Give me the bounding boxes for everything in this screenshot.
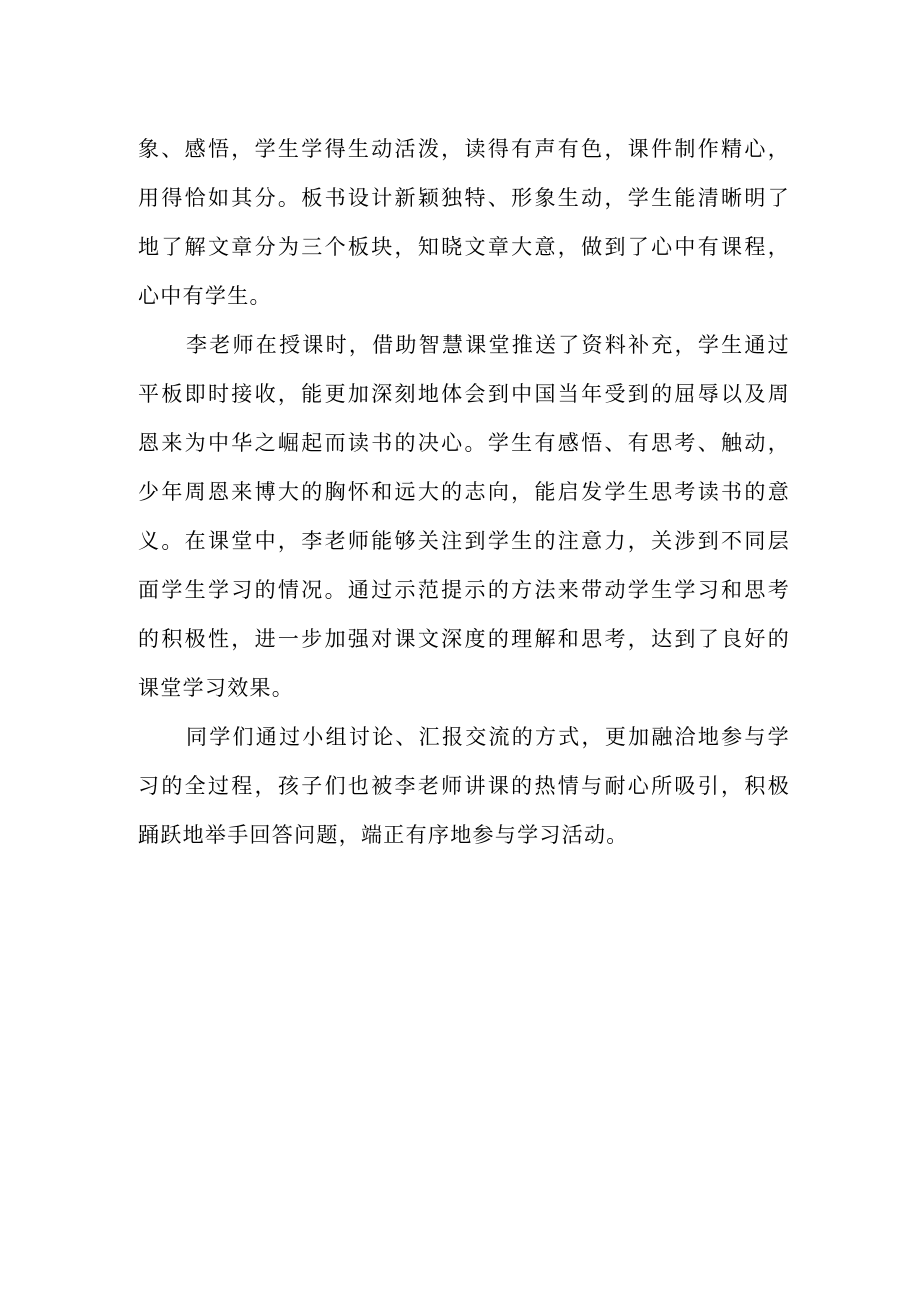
paragraph-line: 同学们通过小组讨论、汇报交流的方式，更加融洽地参与学 xyxy=(186,725,790,749)
paragraph-line: 的积极性，进一步加强对课文深度的理解和思考，达到了良好的 xyxy=(138,627,790,651)
paragraph-2 xyxy=(138,321,790,713)
paragraph-line: 用得恰如其分。板书设计新颖独特、形象生动，学生能清晰明了 xyxy=(138,186,790,210)
paragraph-line: 课堂学习效果。 xyxy=(138,676,295,700)
paragraph-1 xyxy=(138,125,790,321)
paragraph-line: 习的全过程，孩子们也被李老师讲课的热情与耐心所吸引，积极 xyxy=(138,774,790,798)
document-body xyxy=(138,125,790,860)
paragraph-line: 李老师在授课时，借助智慧课堂推送了资料补充，学生通过 xyxy=(186,333,790,357)
paragraph-line: 少年周恩来博大的胸怀和远大的志向，能启发学生思考读书的意 xyxy=(138,480,790,504)
paragraph-line: 象、感悟，学生学得生动活泼，读得有声有色，课件制作精心， xyxy=(138,137,790,161)
paragraph-3 xyxy=(138,713,790,860)
paragraph-line: 踊跃地举手回答问题，端正有序地参与学习活动。 xyxy=(138,823,629,847)
paragraph-line: 心中有学生。 xyxy=(138,284,272,308)
paragraph-line: 面学生学习的情况。通过示范提示的方法来带动学生学习和思考 xyxy=(138,578,790,602)
paragraph-line: 平板即时接收，能更加深刻地体会到中国当年受到的屈辱以及周 xyxy=(138,382,790,406)
paragraph-line: 地了解文章分为三个板块，知晓文章大意，做到了心中有课程， xyxy=(138,235,790,259)
paragraph-line: 恩来为中华之崛起而读书的决心。学生有感悟、有思考、触动， xyxy=(138,431,790,455)
paragraph-line: 义。在课堂中，李老师能够关注到学生的注意力，关涉到不同层 xyxy=(138,529,790,553)
